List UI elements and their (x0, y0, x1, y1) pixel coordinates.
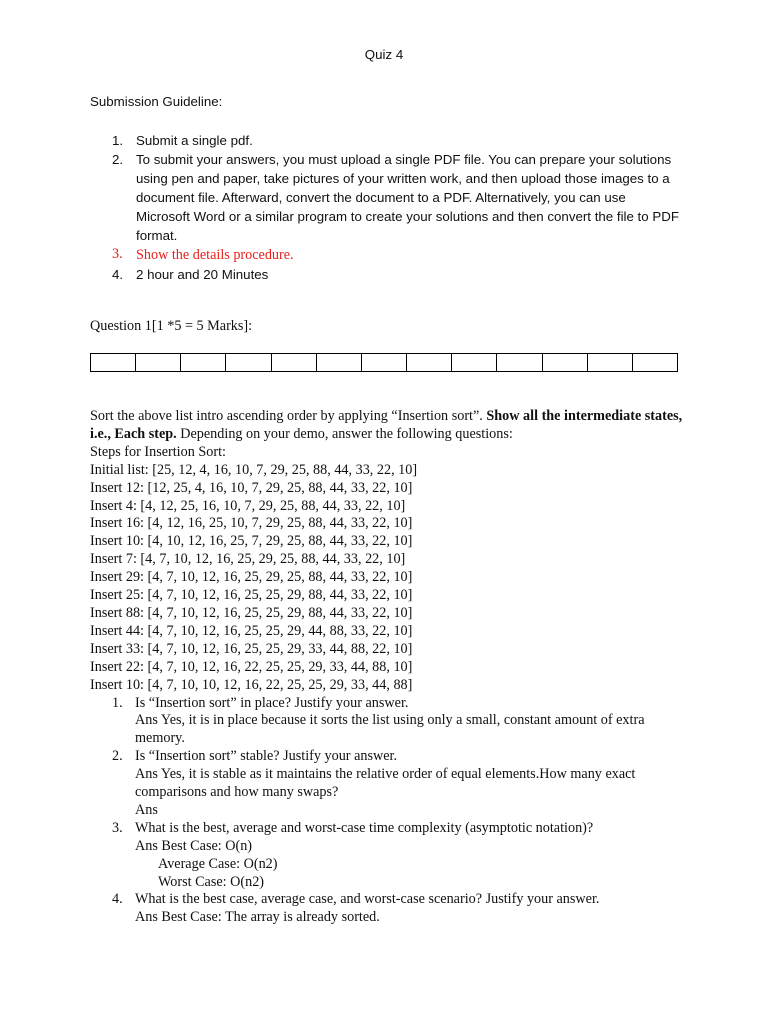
step-line: Insert 7: [4, 7, 10, 12, 16, 25, 29, 25, 88, 44, 33, 22, 10] (90, 551, 406, 568)
guideline-text: 2 hour and 20 Minutes (136, 267, 269, 282)
question-number: 2. (112, 748, 123, 765)
array-box (136, 354, 181, 371)
guideline-number: 4. (112, 267, 124, 282)
question-text: Is “Insertion sort” stable? Justify your answer. (135, 748, 398, 765)
instruction-paragraph (90, 408, 690, 444)
array-box (452, 354, 497, 371)
question-item (90, 820, 690, 892)
array-box (91, 354, 136, 371)
array-box (633, 354, 677, 371)
step-line: Insert 29: [4, 7, 10, 12, 16, 25, 29, 25, 88, 44, 33, 22, 10] (90, 569, 413, 586)
guideline-number: 1. (112, 133, 124, 148)
array-box (407, 354, 452, 371)
question-1-heading: Question 1[1 *5 = 5 Marks]: (90, 318, 253, 334)
steps-heading: Steps for Insertion Sort: (90, 443, 226, 460)
guideline-list (112, 131, 682, 284)
array-box (588, 354, 633, 371)
guideline-item (112, 131, 682, 150)
guideline-text: Submit a single pdf. (136, 133, 253, 148)
answer-text: Ans Yes, it is stable as it maintains the relative order of equal elements.How many exact comparisons and how many swaps? (135, 766, 636, 801)
instruction-bold: Show all the intermediate states, i.e., Each step. (90, 408, 683, 442)
answer-text: Ans Best Case: The array is already sorted. (135, 909, 380, 926)
question-text: What is the best, average and worst-case time complexity (asymptotic notation)? (135, 819, 594, 836)
question-item (90, 748, 690, 820)
answer-text: Ans Best Case: O(n) (135, 837, 253, 854)
answer-text: Ans (135, 801, 158, 818)
answer-text: Ans Yes, it is in place because it sorts the list using only a small, constant amount of extra memory. (135, 712, 645, 747)
array-box (317, 354, 362, 371)
guideline-heading: Submission Guideline: (90, 94, 223, 109)
question-text: Is “Insertion sort” in place? Justify your answer. (135, 694, 409, 711)
guideline-item-highlighted (112, 245, 682, 265)
guideline-number: 2. (112, 152, 124, 167)
question-number: 1. (112, 694, 123, 711)
array-box (543, 354, 588, 371)
instruction-text: Depending on your demo, answer the following questions: (176, 425, 513, 442)
guideline-text: Show the details procedure. (136, 247, 294, 263)
answer-body (90, 408, 690, 927)
step-line: Insert 10: [4, 10, 12, 16, 25, 7, 29, 25, 88, 44, 33, 22, 10] (90, 533, 413, 550)
array-box (272, 354, 317, 371)
array-box (362, 354, 407, 371)
question-item (90, 695, 690, 749)
page-title: Quiz 4 (364, 47, 404, 62)
step-line: Insert 25: [4, 7, 10, 12, 16, 25, 25, 29, 88, 44, 33, 22, 10] (90, 587, 413, 604)
array-box (181, 354, 226, 371)
question-number: 3. (112, 819, 123, 836)
step-line: Insert 16: [4, 12, 16, 25, 10, 7, 29, 25, 88, 44, 33, 22, 10] (90, 515, 413, 532)
instruction-text: Sort the above list intro ascending order by applying “Insertion sort”. (90, 408, 487, 424)
step-line: Insert 33: [4, 7, 10, 12, 16, 25, 25, 29, 33, 44, 88, 22, 10] (90, 640, 413, 657)
step-line: Initial list: [25, 12, 4, 16, 10, 7, 29, 25, 88, 44, 33, 22, 10] (90, 461, 418, 478)
step-line: Insert 44: [4, 7, 10, 12, 16, 25, 25, 29, 44, 88, 33, 22, 10] (90, 622, 413, 639)
step-line: Insert 10: [4, 7, 10, 10, 12, 16, 22, 25, 25, 29, 33, 44, 88] (90, 676, 413, 693)
answer-text: Average Case: O(n2) (158, 855, 278, 872)
question-number: 4. (112, 891, 123, 908)
guideline-number: 3. (112, 246, 123, 262)
question-list (90, 695, 690, 928)
array-box (497, 354, 542, 371)
array-box (226, 354, 271, 371)
answer-text: Worst Case: O(n2) (158, 873, 265, 890)
step-line: Insert 4: [4, 12, 25, 16, 10, 7, 29, 25, 88, 44, 33, 22, 10] (90, 497, 406, 514)
empty-array-boxes (90, 353, 678, 372)
step-line: Insert 12: [12, 25, 4, 16, 10, 7, 29, 25, 88, 44, 33, 22, 10] (90, 479, 413, 496)
guideline-text: To submit your answers, you must upload a single PDF file. You can prepare your solutions using pen and paper, take pictures of your written work, and then upload those images to a document file. Afterward, convert the document to a PDF. Alternatively, you can use Microsoft Word or a similar program to create your solutions and then convert the file to PDF format. (136, 152, 679, 243)
question-item (90, 891, 690, 927)
step-line: Insert 22: [4, 7, 10, 12, 16, 22, 25, 25, 29, 33, 44, 88, 10] (90, 658, 413, 675)
question-text: What is the best case, average case, and worst-case scenario? Justify your answer. (135, 891, 600, 908)
guideline-item (112, 150, 682, 245)
step-line: Insert 88: [4, 7, 10, 12, 16, 25, 25, 29, 88, 44, 33, 22, 10] (90, 604, 413, 621)
guideline-item (112, 265, 682, 284)
